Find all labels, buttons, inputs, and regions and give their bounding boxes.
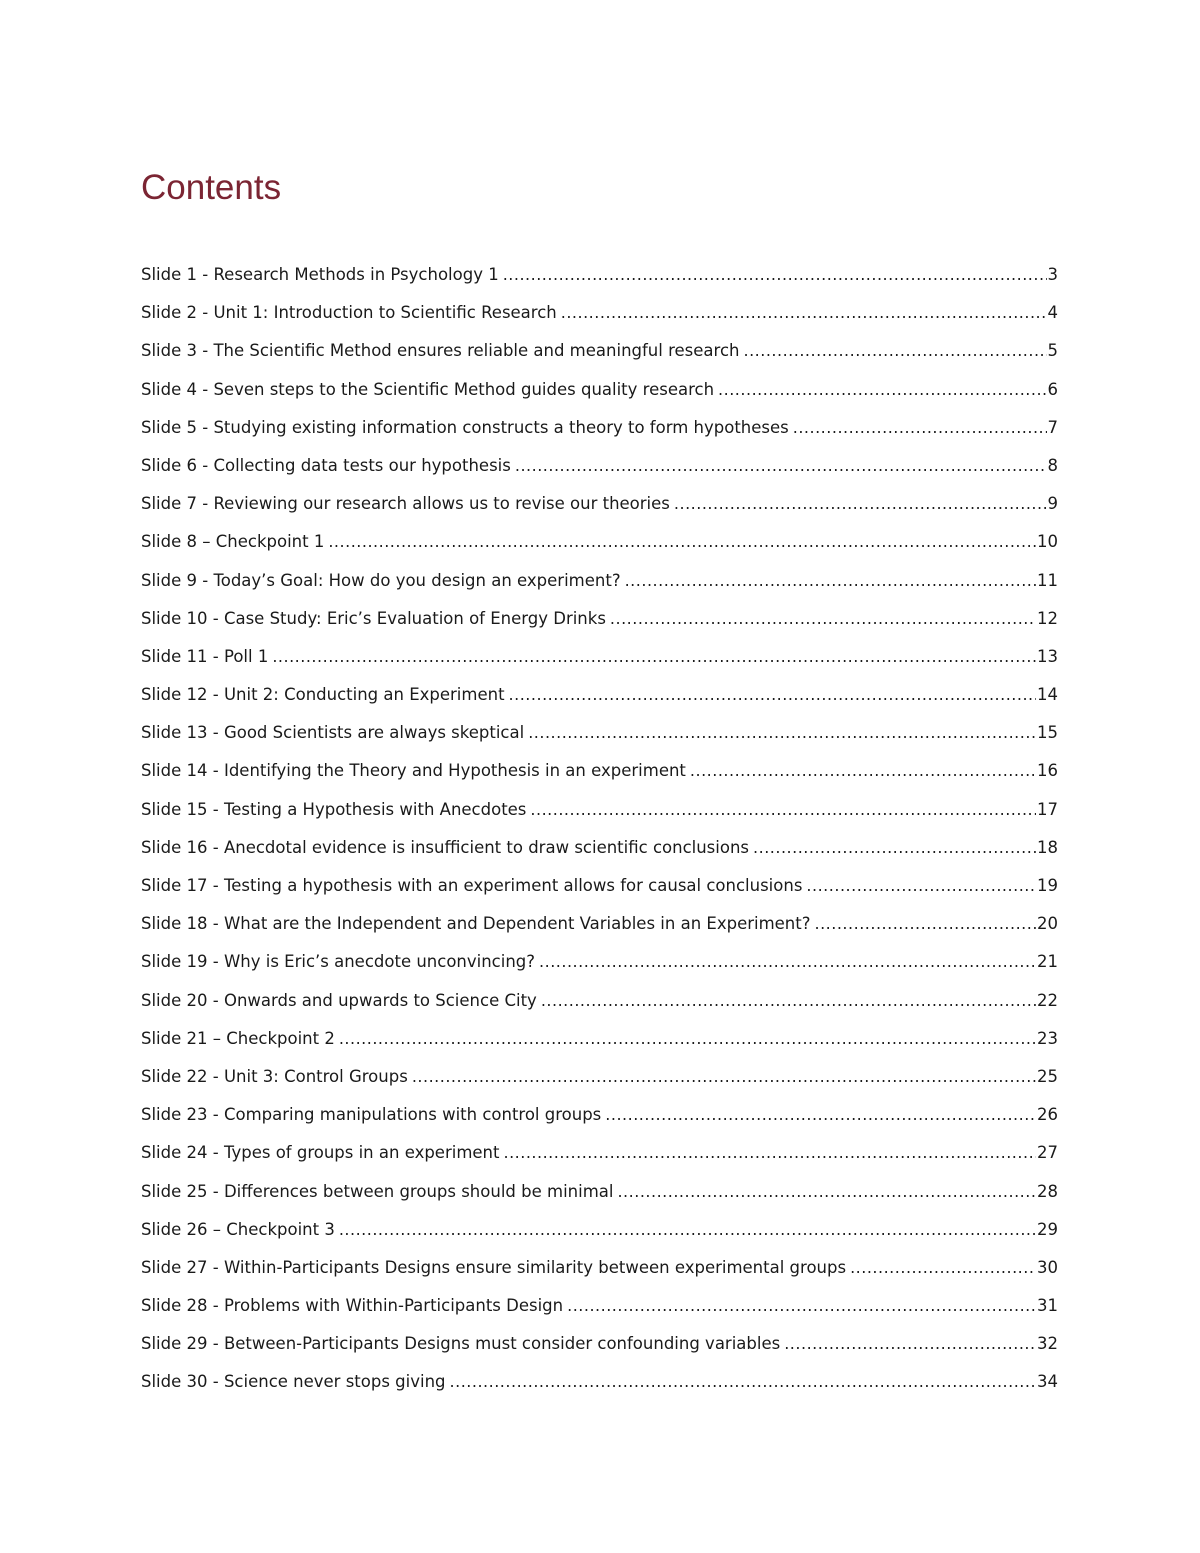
toc-page-number: 23 [1037, 1028, 1058, 1048]
toc-dot-leader [412, 1058, 1036, 1096]
toc-dot-leader [674, 485, 1047, 523]
toc-page-number: 21 [1037, 952, 1058, 972]
toc-entry-title: Slide 24 - Types of groups in an experiment [141, 1143, 500, 1163]
toc-page-number: 5 [1047, 341, 1058, 361]
toc-dot-leader [515, 447, 1047, 485]
toc-entry-title: Slide 29 - Between-Participants Designs must consider confounding variables [141, 1334, 781, 1354]
toc-entry-title: Slide 3 - The Scientific Method ensures reliable and meaningful research [141, 341, 740, 361]
toc-dot-leader [503, 256, 1047, 294]
toc-dot-leader [605, 1096, 1036, 1134]
toc-dot-leader [793, 409, 1047, 447]
toc-page-number: 20 [1037, 914, 1058, 934]
toc-page-number: 18 [1037, 837, 1058, 857]
toc-page-number: 19 [1037, 876, 1058, 895]
toc-dot-leader [806, 867, 1036, 905]
toc-entry[interactable] [141, 1020, 1058, 1058]
toc-page-number: 13 [1037, 646, 1058, 666]
toc-page-number: 25 [1037, 1066, 1058, 1086]
toc-entry-title: Slide 12 - Unit 2: Conducting an Experiment [141, 685, 505, 705]
toc-entry-title: Slide 1 - Research Methods in Psychology 1 [141, 265, 499, 284]
toc-entry[interactable] [141, 1134, 1058, 1172]
toc-dot-leader [625, 562, 1036, 600]
toc-entry[interactable] [141, 943, 1058, 981]
toc-entry[interactable] [141, 409, 1058, 447]
toc-dot-leader [743, 332, 1046, 370]
toc-entry-title: Slide 25 - Differences between groups should be minimal [141, 1181, 614, 1201]
toc-page-number: 30 [1037, 1257, 1058, 1277]
toc-entry-title: Slide 30 - Science never stops giving [141, 1372, 446, 1392]
toc-entry[interactable] [141, 982, 1058, 1020]
toc-entry-title: Slide 17 - Testing a hypothesis with an experiment allows for causal conclusions [141, 876, 803, 895]
toc-page-number: 12 [1037, 608, 1058, 628]
toc-entry-title: Slide 4 - Seven steps to the Scientific Method guides quality research [141, 379, 715, 399]
toc-entry-title: Slide 23 - Comparing manipulations with control groups [141, 1105, 602, 1125]
toc-dot-leader [753, 829, 1036, 867]
toc-entry[interactable] [141, 1173, 1058, 1211]
toc-dot-leader [339, 1211, 1036, 1249]
toc-dot-leader [503, 1134, 1036, 1172]
toc-entry-title: Slide 18 - What are the Independent and Dependent Variables in an Experiment? [141, 914, 811, 934]
toc-entry-title: Slide 2 - Unit 1: Introduction to Scientific Research [141, 303, 557, 323]
toc-entry[interactable] [141, 714, 1058, 752]
toc-entry-title: Slide 26 – Checkpoint 3 [141, 1219, 335, 1239]
toc-entry[interactable] [141, 1058, 1058, 1096]
toc-entry[interactable] [141, 294, 1058, 332]
toc-entry-title: Slide 20 - Onwards and upwards to Science City [141, 990, 537, 1010]
toc-entry[interactable] [141, 523, 1058, 561]
toc-page-number: 28 [1037, 1181, 1058, 1201]
toc-entry-title: Slide 22 - Unit 3: Control Groups [141, 1066, 408, 1086]
toc-entry-title: Slide 21 – Checkpoint 2 [141, 1028, 335, 1048]
toc-dot-leader [718, 371, 1046, 409]
toc-entry[interactable] [141, 1096, 1058, 1134]
toc-entry-title: Slide 9 - Today’s Goal: How do you design an experiment? [141, 570, 621, 590]
toc-entry-title: Slide 6 - Collecting data tests our hypothesis [141, 455, 511, 475]
toc-page-number: 8 [1047, 455, 1058, 475]
toc-dot-leader [690, 752, 1036, 790]
toc-entry-title: Slide 16 - Anecdotal evidence is insufficient to draw scientific conclusions [141, 837, 750, 857]
toc-entry[interactable] [141, 791, 1058, 829]
toc-dot-leader [784, 1325, 1036, 1363]
toc-dot-leader [328, 523, 1036, 561]
toc-dot-leader [509, 676, 1036, 714]
toc-entry-title: Slide 27 - Within-Participants Designs ensure similarity between experimental groups [141, 1257, 847, 1277]
toc-entry[interactable] [141, 1211, 1058, 1249]
toc-dot-leader [850, 1249, 1036, 1287]
toc-entry-title: Slide 5 - Studying existing information constructs a theory to form hypotheses [141, 417, 789, 437]
toc-dot-leader [567, 1287, 1036, 1325]
toc-page-number: 6 [1047, 379, 1058, 399]
toc-entry[interactable] [141, 447, 1058, 485]
toc-page-number: 27 [1037, 1143, 1058, 1163]
toc-dot-leader [272, 638, 1036, 676]
toc-page-number: 17 [1037, 799, 1058, 819]
toc-entry-title: Slide 28 - Problems with Within-Participants Design [141, 1296, 564, 1316]
toc-page-number: 3 [1047, 265, 1058, 284]
toc-entry-title: Slide 14 - Identifying the Theory and Hypothesis in an experiment [141, 761, 686, 781]
toc-dot-leader [561, 294, 1047, 332]
toc-dot-leader [539, 943, 1036, 981]
toc-dot-leader [541, 982, 1036, 1020]
toc-page-number: 22 [1037, 990, 1058, 1010]
toc-entry-title: Slide 8 – Checkpoint 1 [141, 532, 325, 552]
toc-page-number: 14 [1037, 685, 1058, 705]
toc-page-number: 4 [1047, 303, 1058, 323]
toc-entry[interactable] [141, 1287, 1058, 1325]
toc-page-number: 15 [1037, 723, 1058, 743]
toc-page-number: 10 [1037, 532, 1058, 552]
toc-entry-title: Slide 15 - Testing a Hypothesis with Anecdotes [141, 799, 527, 819]
toc-dot-leader [339, 1020, 1036, 1058]
toc-entry-title: Slide 10 - Case Study: Eric’s Evaluation of Energy Drinks [141, 608, 606, 628]
toc-dot-leader [528, 714, 1036, 752]
toc-dot-leader [530, 791, 1036, 829]
toc-entry[interactable] [141, 562, 1058, 600]
toc-entry[interactable] [141, 867, 1058, 905]
toc-entry[interactable] [141, 332, 1058, 370]
contents-heading: Contents [141, 168, 282, 207]
toc-entry[interactable] [141, 1325, 1058, 1363]
toc-entry[interactable] [141, 638, 1058, 676]
toc-entry-title: Slide 13 - Good Scientists are always skeptical [141, 723, 525, 743]
toc-entry-title: Slide 19 - Why is Eric’s anecdote unconvincing? [141, 952, 536, 972]
toc-dot-leader [610, 600, 1036, 638]
toc-dot-leader [617, 1173, 1036, 1211]
toc-entry-title: Slide 7 - Reviewing our research allows us to revise our theories [141, 494, 670, 514]
toc-page-number: 31 [1037, 1296, 1058, 1316]
toc-entry[interactable] [141, 1363, 1058, 1401]
toc-page-number: 34 [1037, 1372, 1058, 1392]
toc-page-number: 29 [1037, 1219, 1058, 1239]
toc-entry[interactable] [141, 485, 1058, 523]
toc-dot-leader [815, 905, 1037, 943]
toc-dot-leader [450, 1363, 1036, 1401]
toc-page-number: 32 [1037, 1334, 1058, 1354]
toc-page-number: 16 [1037, 761, 1058, 781]
toc-entry[interactable] [141, 752, 1058, 790]
toc-entry-title: Slide 11 - Poll 1 [141, 646, 269, 666]
toc-entry[interactable] [141, 905, 1058, 943]
toc-entry[interactable] [141, 256, 1058, 294]
toc-entry[interactable] [141, 829, 1058, 867]
toc-entry[interactable] [141, 1249, 1058, 1287]
toc-page-number: 7 [1047, 417, 1058, 437]
toc-entry[interactable] [141, 600, 1058, 638]
toc-entry[interactable] [141, 676, 1058, 714]
toc-page-number: 26 [1037, 1105, 1058, 1125]
toc-page-number: 9 [1047, 494, 1058, 514]
toc-page-number: 11 [1037, 570, 1058, 590]
toc-entry[interactable] [141, 371, 1058, 409]
table-of-contents [141, 256, 1058, 1402]
